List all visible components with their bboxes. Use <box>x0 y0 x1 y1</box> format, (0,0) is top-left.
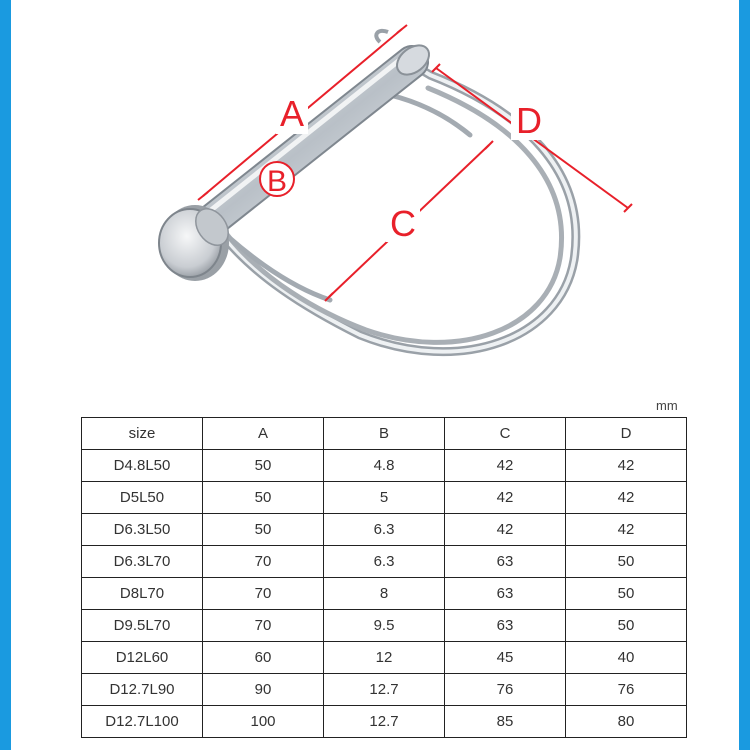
dimension-c-label: C <box>390 203 416 244</box>
cell-d: 50 <box>566 546 687 578</box>
cell-b: 8 <box>324 578 445 610</box>
dimension-a <box>198 25 407 200</box>
cell-b: 12 <box>324 642 445 674</box>
table-row <box>82 482 687 514</box>
cell-b: 9.5 <box>324 610 445 642</box>
cell-b: 12.7 <box>324 706 445 738</box>
dimension-c <box>325 141 493 301</box>
cell-c: 42 <box>445 482 566 514</box>
cell-c: 42 <box>445 450 566 482</box>
cell-d: 40 <box>566 642 687 674</box>
cell-c: 45 <box>445 642 566 674</box>
table-row <box>82 514 687 546</box>
cell-a: 70 <box>203 546 324 578</box>
header-c: C <box>445 418 566 450</box>
cell-d: 80 <box>566 706 687 738</box>
cell-size: D12L60 <box>82 642 203 674</box>
table-row <box>82 450 687 482</box>
header-b: B <box>324 418 445 450</box>
cell-b: 5 <box>324 482 445 514</box>
header-a: A <box>203 418 324 450</box>
table-row <box>82 674 687 706</box>
cell-b: 6.3 <box>324 514 445 546</box>
cell-c: 76 <box>445 674 566 706</box>
cell-a: 50 <box>203 450 324 482</box>
cell-c: 85 <box>445 706 566 738</box>
cell-c: 63 <box>445 578 566 610</box>
dimension-a-label: A <box>279 93 305 134</box>
table-row <box>82 610 687 642</box>
cell-a: 50 <box>203 514 324 546</box>
cell-size: D6.3L50 <box>82 514 203 546</box>
dimension-b-label: B <box>266 165 288 198</box>
header-d: D <box>566 418 687 450</box>
pin-illustration <box>159 31 576 352</box>
cell-size: D12.7L90 <box>82 674 203 706</box>
cell-d: 50 <box>566 578 687 610</box>
table-row <box>82 546 687 578</box>
header-size: size <box>82 418 203 450</box>
cell-a: 100 <box>203 706 324 738</box>
cell-size: D12.7L100 <box>82 706 203 738</box>
dimension-d <box>432 64 632 212</box>
cell-size: D5L50 <box>82 482 203 514</box>
unit-label: mm <box>656 398 678 413</box>
table-header-row <box>82 418 687 450</box>
cell-b: 6.3 <box>324 546 445 578</box>
size-spec-table <box>81 417 687 738</box>
cell-d: 42 <box>566 482 687 514</box>
cell-d: 76 <box>566 674 687 706</box>
cell-c: 63 <box>445 610 566 642</box>
cell-b: 4.8 <box>324 450 445 482</box>
cell-a: 70 <box>203 610 324 642</box>
cell-size: D8L70 <box>82 578 203 610</box>
dimension-d-label: D <box>516 100 542 141</box>
table-row <box>82 578 687 610</box>
table-row <box>82 642 687 674</box>
table-row <box>82 706 687 738</box>
cell-c: 42 <box>445 514 566 546</box>
cell-a: 60 <box>203 642 324 674</box>
cell-a: 50 <box>203 482 324 514</box>
cell-d: 42 <box>566 450 687 482</box>
cell-d: 42 <box>566 514 687 546</box>
cell-size: D6.3L70 <box>82 546 203 578</box>
cell-a: 70 <box>203 578 324 610</box>
cell-a: 90 <box>203 674 324 706</box>
cell-size: D4.8L50 <box>82 450 203 482</box>
cell-c: 63 <box>445 546 566 578</box>
cell-b: 12.7 <box>324 674 445 706</box>
cell-size: D9.5L70 <box>82 610 203 642</box>
cell-d: 50 <box>566 610 687 642</box>
